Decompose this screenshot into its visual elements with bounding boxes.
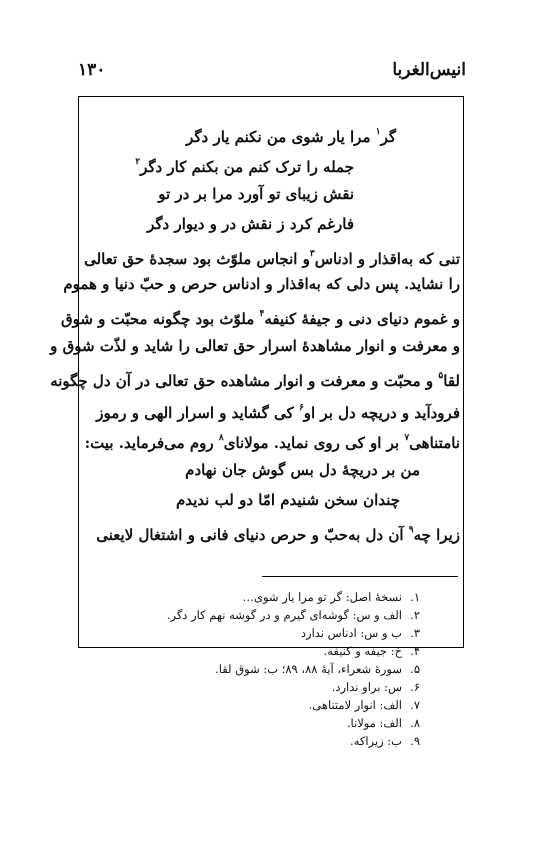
prose-text: بر او کی روی نماید. مولانای <box>223 434 400 452</box>
footnote-ref: ۱ <box>375 127 381 137</box>
prose-text: و انجاس ملوّث بود سجدهٔ حق تعالی <box>84 250 310 268</box>
footnote-ref: ۹ <box>408 525 414 535</box>
footnote-text: سورهٔ شعراء، آیهٔ ۸۸، ۸۹؛ ب: شوق لقا. <box>215 662 402 676</box>
footnote-number: ۱. <box>410 590 420 604</box>
footnote-text: الف و س: گوشه‌ای گیرم و در گوشه نهم کار دگر. <box>166 608 402 622</box>
prose-text: نامتناهی <box>409 434 460 452</box>
footnote-text: س: براو ندارد. <box>331 680 402 694</box>
prose-line <box>50 366 460 391</box>
footnote-number: ۷. <box>410 698 420 712</box>
footnote-text: الف: مولانا. <box>346 716 402 730</box>
prose-text: تنی که به‌اقذار و ادناس <box>314 250 460 268</box>
footnote-number: ۳. <box>410 626 420 640</box>
prose-line <box>96 520 460 545</box>
prose-line: را نشاید. پس دلی که به‌اقذار و ادناس حرص و حبّ دنیا و هموم <box>63 275 460 293</box>
prose-text: کی گشاید و اسرار الهی و رموز <box>96 404 294 422</box>
footnote-text: خ: جیفه و کنیفه. <box>323 644 402 658</box>
prose-line <box>84 428 460 453</box>
verse-line <box>176 490 400 510</box>
footnote-number: ۴. <box>410 644 420 658</box>
footnote <box>90 714 420 732</box>
footnote-number: ۸. <box>410 716 420 730</box>
verse-text: من بر دریچهٔ دل بس گوش جان نهادم <box>185 461 420 479</box>
page-header <box>78 60 466 86</box>
verse-line <box>147 214 354 234</box>
prose-text: فرودآید و دریچه دل بر او <box>303 404 460 422</box>
verse-line <box>185 460 420 480</box>
footnote <box>90 624 420 642</box>
book-title: انیس‌الغربا <box>392 60 466 80</box>
footnote <box>90 678 420 696</box>
prose-text: ملوّث بود چگونه محبّت و شوق <box>60 310 255 328</box>
footnote-number: ۵. <box>410 662 420 676</box>
footnote-number: ۶. <box>410 680 420 694</box>
footnote <box>90 696 420 714</box>
footnote-text: نسخهٔ اصل: گر تو مرا یار شوی… <box>242 590 402 604</box>
prose-text: روم می‌فرماید. بیت: <box>84 434 214 452</box>
verse-text: فارغم کرد ز نقش در و دیوار دگر <box>147 215 354 233</box>
verse-text: چندان سخن شنیدم امّا دو لب ندیدم <box>175 491 400 509</box>
footnote-ref: ۷ <box>404 433 410 443</box>
footnote-number: ۲. <box>410 608 420 622</box>
footnote <box>90 606 420 624</box>
verse-text: جمله را ترک کنم من بکنم کار دگر <box>140 158 354 176</box>
verse-line <box>158 184 354 204</box>
footnote-separator <box>262 576 458 577</box>
footnote-ref: ۸ <box>218 433 224 443</box>
prose-text: لقا <box>443 372 460 390</box>
prose-line <box>84 244 460 269</box>
verse-line <box>186 122 396 147</box>
footnote <box>90 732 420 750</box>
footnote-ref: ۴ <box>259 309 265 319</box>
footnote-ref: ۵ <box>438 371 444 381</box>
prose-text: و محبّت و معرفت و انوار مشاهده حق تعالی در آن دل چگونه <box>50 372 434 390</box>
prose-line <box>96 398 460 423</box>
footnote <box>90 660 420 678</box>
footnote-ref: ۳ <box>309 249 315 259</box>
verse-word: گر <box>380 128 396 146</box>
verse-text: مرا یار شوی من نکنم یار دگر <box>186 128 371 146</box>
prose-text: زیرا چه <box>413 526 460 544</box>
footnote <box>90 588 420 606</box>
footnote-text: الف: انوار لامتناهی. <box>308 698 402 712</box>
prose-text: و غموم دنیای دنی و جیفهٔ کنیفه <box>264 310 460 328</box>
verse-line <box>135 152 354 177</box>
footnote-ref: ۲ <box>135 157 141 167</box>
footnote <box>90 642 420 660</box>
footnote-text: ب و س: ادناس ندارد <box>300 626 402 640</box>
prose-line: و معرفت و انوار مشاهدهٔ اسرار حق تعالی را شاید و لذّت شوق و <box>50 337 460 355</box>
page-number: ۱۳۰ <box>78 60 106 80</box>
verse-text: نقش زیبای تو آورد مرا بر در تو <box>158 185 354 203</box>
footnote-number: ۹. <box>410 734 420 748</box>
footnote-text: ب: زیراکه. <box>350 734 402 748</box>
prose-line <box>60 304 460 329</box>
prose-text: آن دل به‌حبّ و حرص دنیای فانی و اشتغال لایعنی <box>96 526 404 544</box>
footnote-ref: ۶ <box>298 403 304 413</box>
